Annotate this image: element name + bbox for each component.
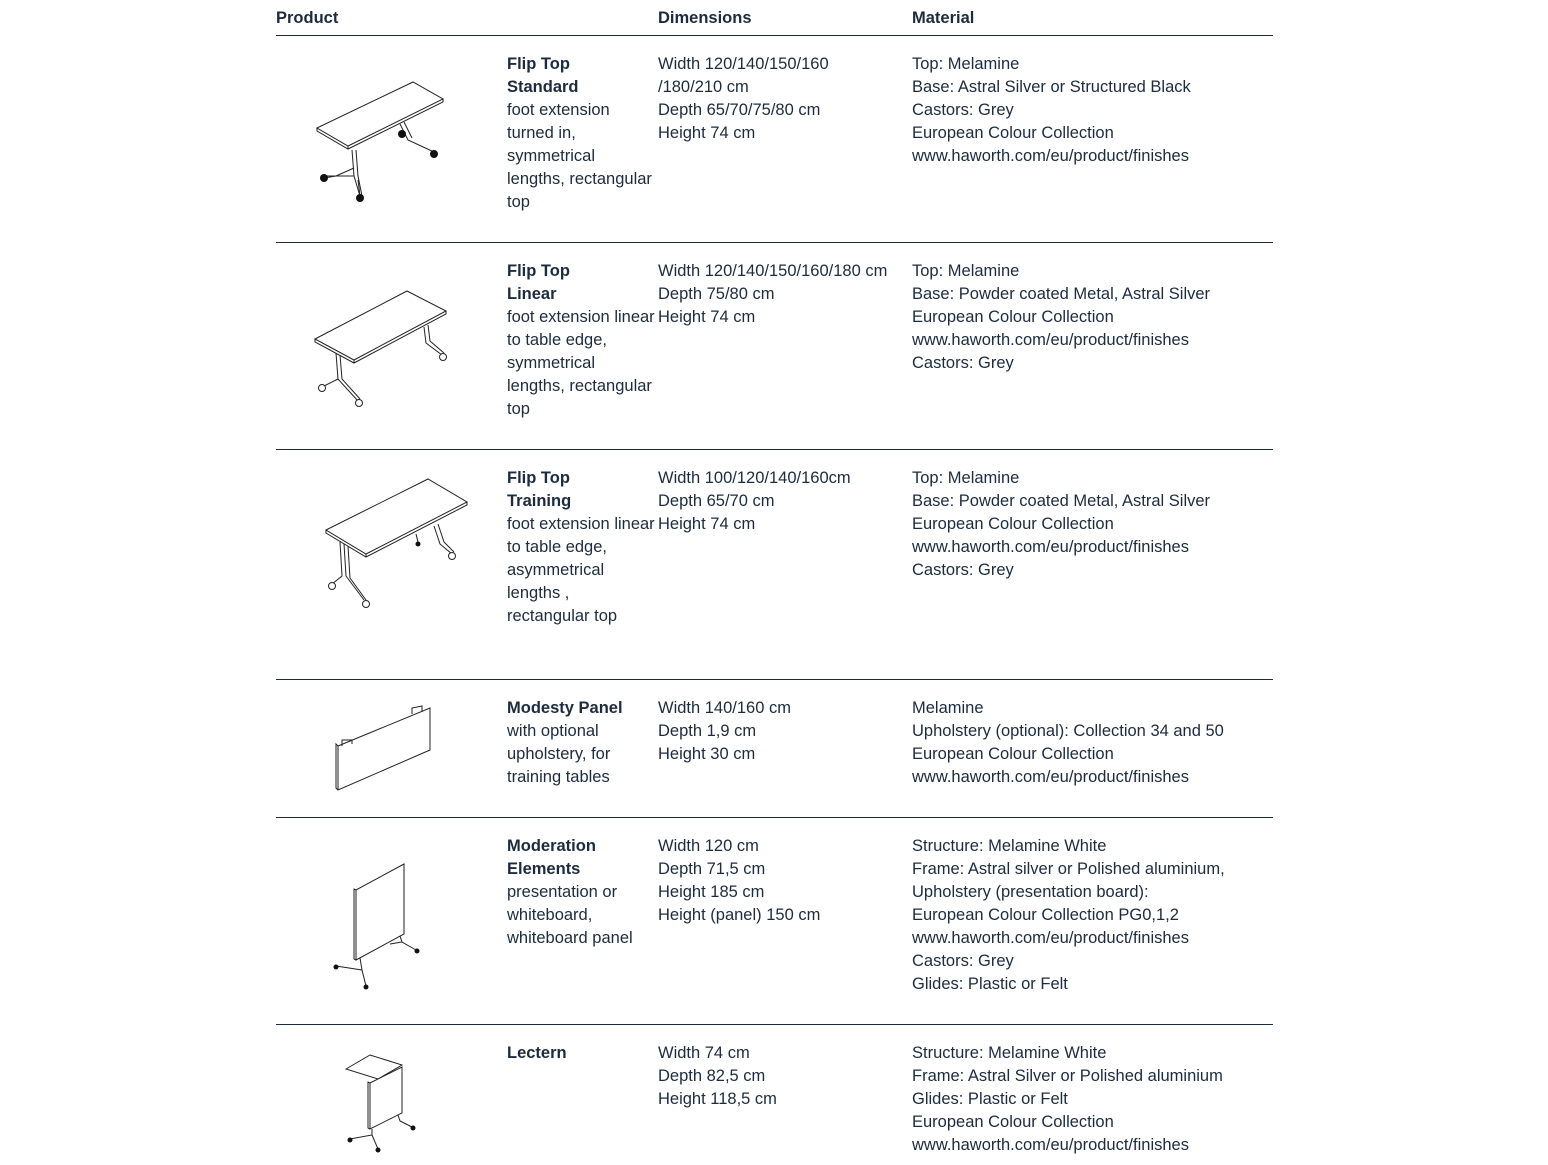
table-row <box>276 36 1273 243</box>
material-line: Glides: Plastic or Felt <box>912 1090 1068 1108</box>
product-cell <box>507 1042 655 1065</box>
material-link: www.haworth.com/eu/product/finishes <box>912 1136 1189 1154</box>
product-name-line: Flip Top <box>507 262 570 280</box>
product-description: with optional upholstery, for training tables <box>507 722 611 786</box>
header-dimensions: Dimensions <box>658 9 752 27</box>
product-name-line: Moderation <box>507 837 596 855</box>
product-description: presentation or whiteboard, whiteboard panel <box>507 883 633 947</box>
material-line: European Colour Collection <box>912 745 1114 763</box>
dimension-line: Depth 65/70 cm <box>658 492 775 510</box>
material-link: www.haworth.com/eu/product/finishes <box>912 768 1189 786</box>
material-line: European Colour Collection PG0,1,2 <box>912 906 1179 924</box>
material-line: Top: Melamine <box>912 55 1020 73</box>
material-link: www.haworth.com/eu/product/finishes <box>912 147 1189 165</box>
material-link: www.haworth.com/eu/product/finishes <box>912 331 1189 349</box>
material-line: Frame: Astral Silver or Polished aluminium <box>912 1067 1223 1085</box>
dimension-line: Depth 71,5 cm <box>658 860 766 878</box>
product-name-line: Flip Top <box>507 55 570 73</box>
material-line: Structure: Melamine White <box>912 837 1107 855</box>
dimension-line: Height 74 cm <box>658 308 756 326</box>
material-line: Upholstery (optional): Collection 34 and 50 <box>912 722 1224 740</box>
product-description: foot extension linear to table edge, symmetrical lengths, rectangular top <box>507 308 655 418</box>
product-name <box>507 53 655 99</box>
dimension-line: Depth 65/70/75/80 cm <box>658 101 821 119</box>
product-name-line: Standard <box>507 78 579 96</box>
dimensions-cell <box>658 697 908 766</box>
material-line: Base: Powder coated Metal, Astral Silver <box>912 285 1211 303</box>
material-line: European Colour Collection <box>912 515 1114 533</box>
table-row <box>276 680 1273 818</box>
material-line: Top: Melamine <box>912 262 1020 280</box>
header-material: Material <box>912 9 975 27</box>
dimension-line: Depth 75/80 cm <box>658 285 775 303</box>
table-row <box>276 1025 1273 1165</box>
dimension-line: Height 30 cm <box>658 745 756 763</box>
material-line: Castors: Grey <box>912 354 1014 372</box>
dimensions-cell <box>658 53 908 145</box>
product-name <box>507 260 655 306</box>
material-line: Frame: Astral silver or Polished aluminium, <box>912 860 1225 878</box>
dimensions-cell <box>658 1042 908 1111</box>
material-line: Structure: Melamine White <box>912 1044 1107 1062</box>
dimension-line: Depth 82,5 cm <box>658 1067 766 1085</box>
dimension-line: Height (panel) 150 cm <box>658 906 821 924</box>
header-product: Product <box>276 9 339 27</box>
material-line: Melamine <box>912 699 984 717</box>
table-row <box>276 243 1273 450</box>
material-cell <box>912 53 1272 168</box>
product-name-line: Modesty Panel <box>507 699 623 717</box>
product-cell <box>507 53 655 214</box>
dimension-line: Height 185 cm <box>658 883 765 901</box>
product-cell <box>507 835 655 950</box>
material-line: Base: Powder coated Metal, Astral Silver <box>912 492 1211 510</box>
dimension-line: /180/210 cm <box>658 78 749 96</box>
product-name <box>507 697 655 720</box>
material-line: European Colour Collection <box>912 308 1114 326</box>
dimension-line: Width 120/140/150/160/180 cm <box>658 262 888 280</box>
dimension-line: Width 120/140/150/160 <box>658 55 829 73</box>
table-row <box>276 818 1273 1025</box>
dimension-line: Depth 1,9 cm <box>658 722 757 740</box>
dimension-line: Width 120 cm <box>658 837 759 855</box>
dimensions-cell <box>658 467 908 536</box>
product-name-line: Linear <box>507 285 557 303</box>
dimension-line: Width 74 cm <box>658 1044 750 1062</box>
material-line: European Colour Collection <box>912 124 1114 142</box>
product-name-line: Lectern <box>507 1044 567 1062</box>
product-name-line: Training <box>507 492 572 510</box>
dimension-line: Height 74 cm <box>658 515 756 533</box>
table-header <box>276 0 1273 36</box>
material-line: Castors: Grey <box>912 561 1014 579</box>
product-name <box>507 1042 655 1065</box>
product-spec-table <box>276 0 1273 1165</box>
material-line: Glides: Plastic or Felt <box>912 975 1068 993</box>
material-line: Castors: Grey <box>912 952 1014 970</box>
product-cell <box>507 467 655 628</box>
product-description: foot extension linear to table edge, asymmetrical lengths , rectangular top <box>507 515 655 625</box>
material-line: Base: Astral Silver or Structured Black <box>912 78 1191 96</box>
material-cell <box>912 467 1272 582</box>
product-description: foot extension turned in, symmetrical lengths, rectangular top <box>507 101 652 211</box>
product-cell <box>507 260 655 421</box>
material-cell <box>912 1042 1272 1157</box>
material-cell <box>912 835 1272 996</box>
dimension-line: Height 74 cm <box>658 124 756 142</box>
product-cell <box>507 697 655 789</box>
material-line: Castors: Grey <box>912 101 1014 119</box>
product-name <box>507 835 655 881</box>
dimension-line: Width 140/160 cm <box>658 699 791 717</box>
material-line: Upholstery (presentation board): <box>912 883 1149 901</box>
product-name-line: Elements <box>507 860 581 878</box>
material-link: www.haworth.com/eu/product/finishes <box>912 538 1189 556</box>
material-cell <box>912 260 1272 375</box>
dimension-line: Height 118,5 cm <box>658 1090 777 1108</box>
dimensions-cell <box>658 835 908 927</box>
material-line: European Colour Collection <box>912 1113 1114 1131</box>
material-link: www.haworth.com/eu/product/finishes <box>912 929 1189 947</box>
product-name-line: Flip Top <box>507 469 570 487</box>
material-cell <box>912 697 1272 789</box>
table-row <box>276 450 1273 680</box>
material-line: Top: Melamine <box>912 469 1020 487</box>
dimensions-cell <box>658 260 908 329</box>
product-name <box>507 467 655 513</box>
dimension-line: Width 100/120/140/160cm <box>658 469 851 487</box>
